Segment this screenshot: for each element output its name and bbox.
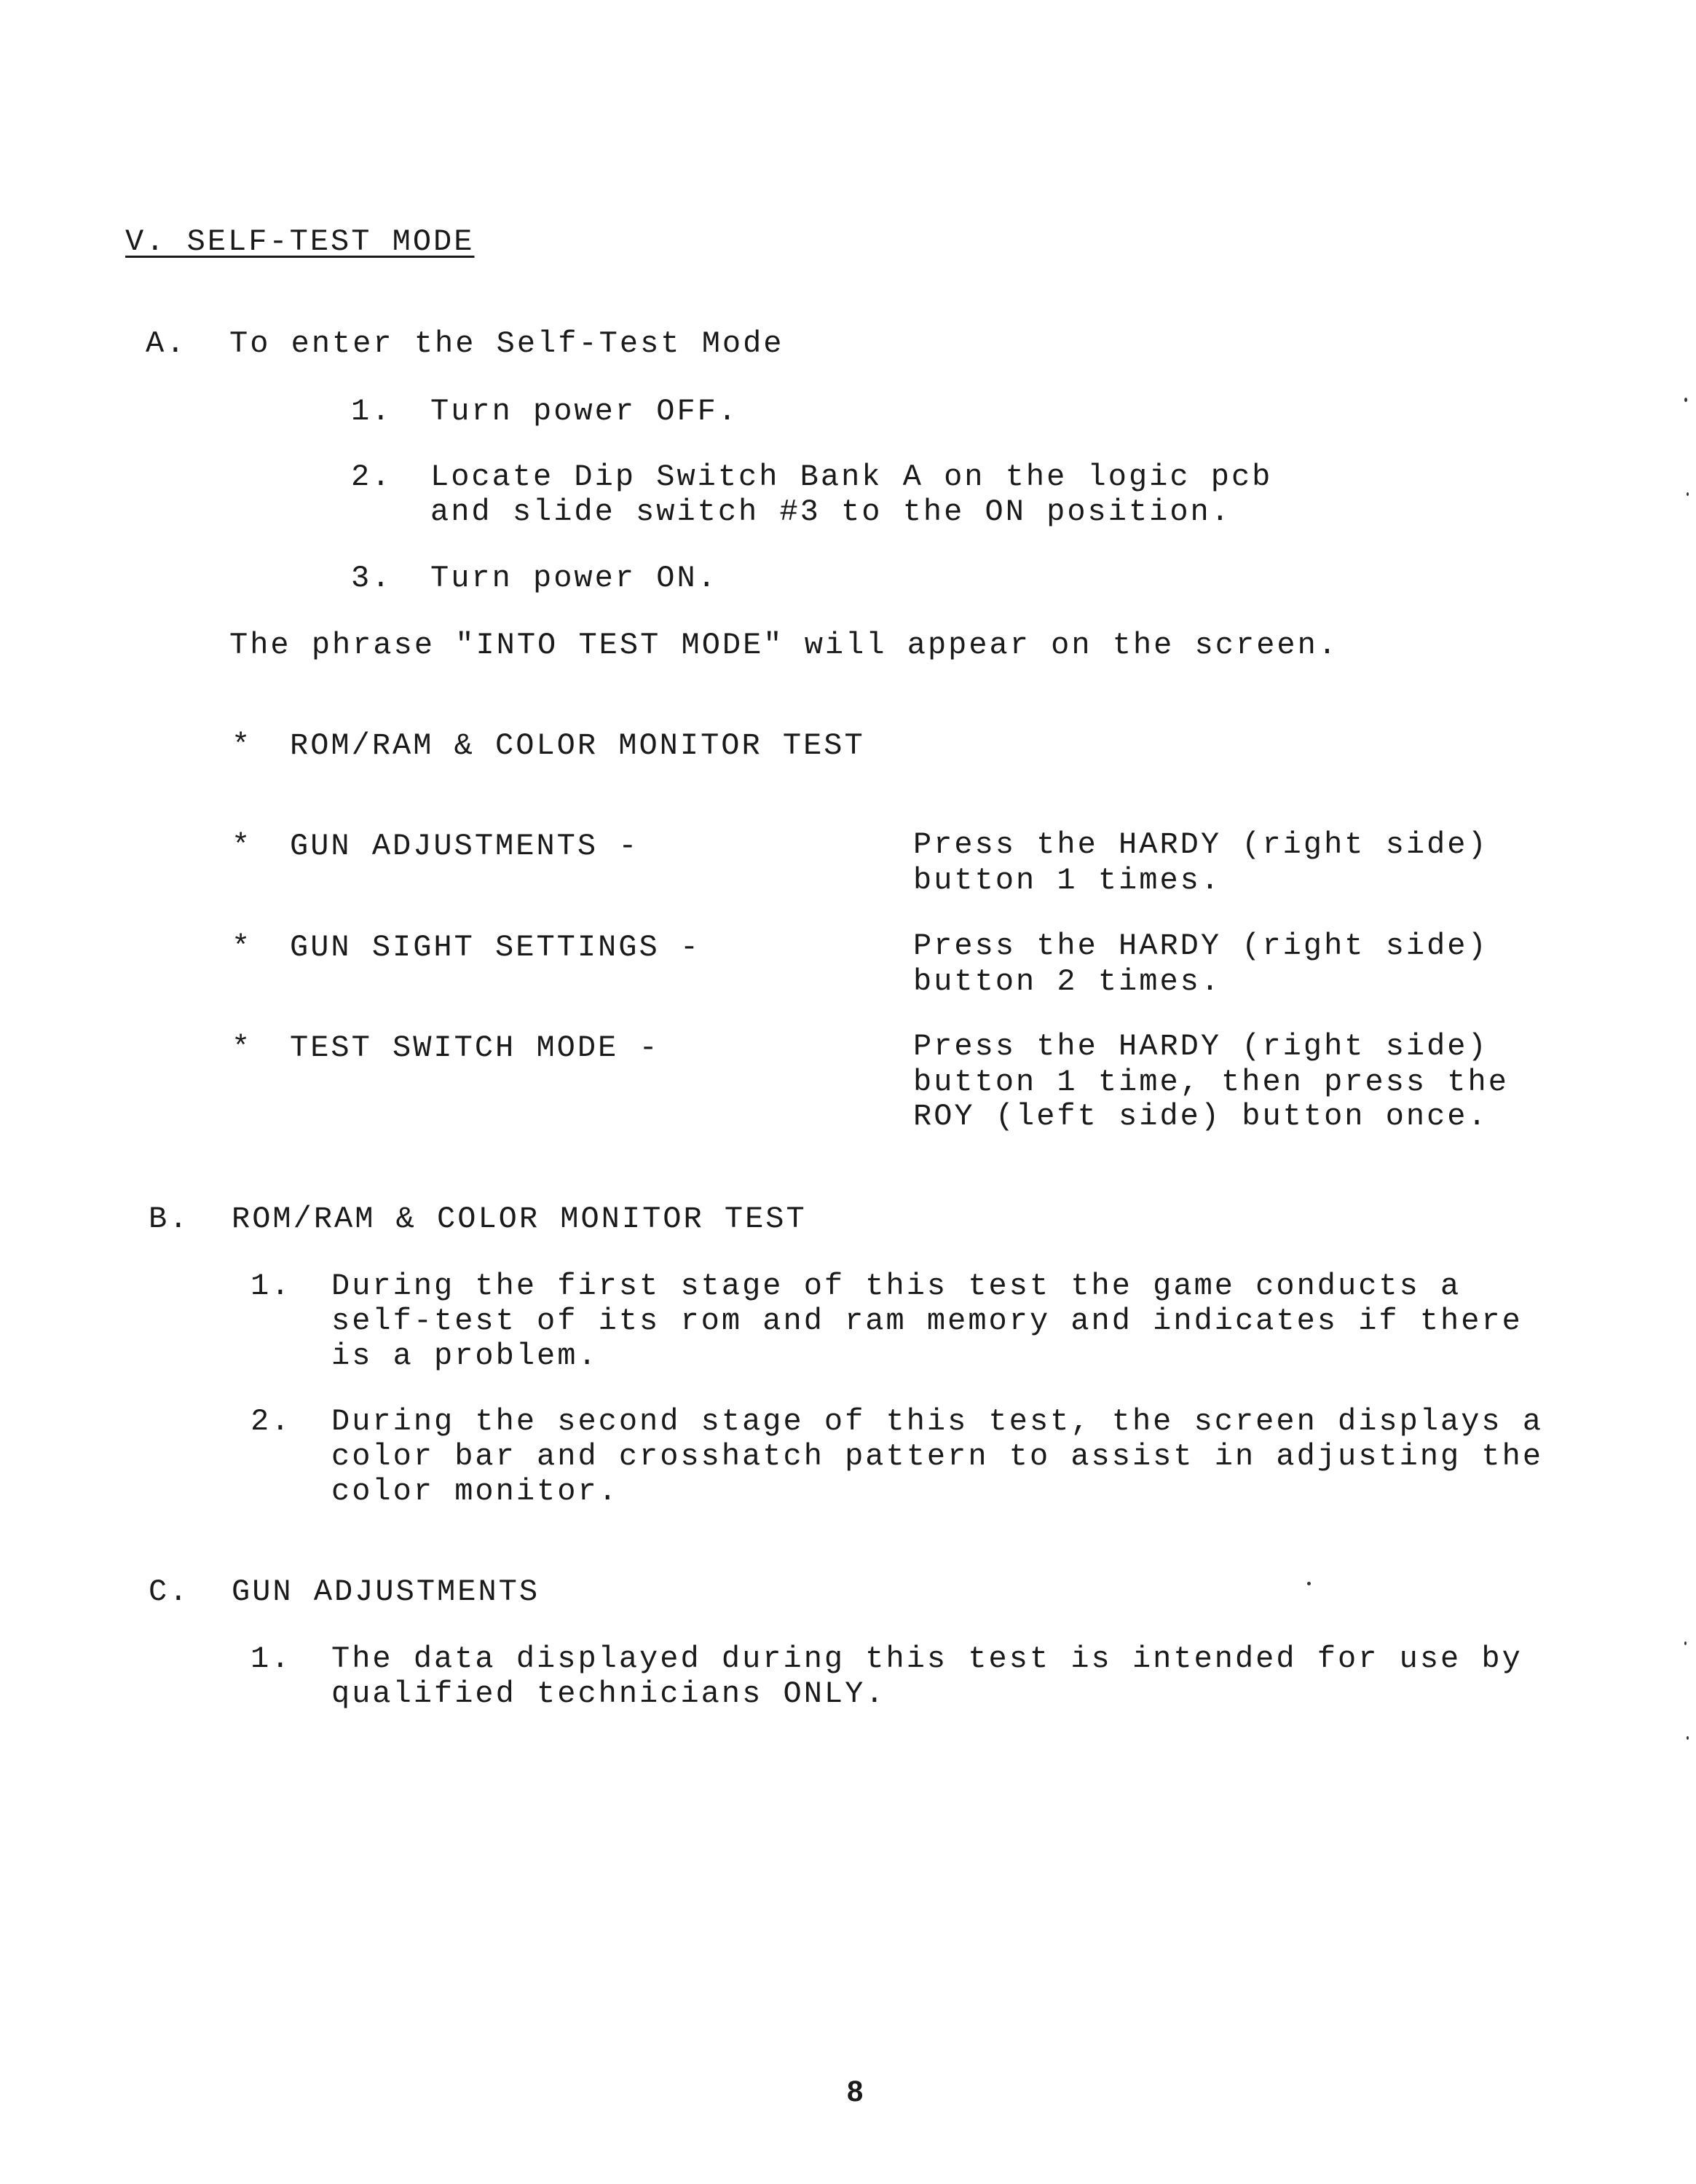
section-c-heading: GUN ADJUSTMENTS [232, 1574, 540, 1609]
page-number: 8 [847, 2075, 864, 2108]
step-b1-line-2: self-test of its rom and ram memory and indicates if there [331, 1304, 1523, 1339]
scan-speck [1684, 398, 1687, 402]
bullet-2-star: * [232, 829, 253, 864]
step-c1-line-1: The data displayed during this test is intended for use by [331, 1641, 1523, 1676]
scan-speck [1687, 492, 1689, 496]
bullet-1-star: * [232, 728, 253, 763]
scan-speck [1687, 1736, 1689, 1740]
step-c1-number: 1. [251, 1641, 292, 1676]
bullet-2-desc-2: button 1 times. [913, 863, 1222, 898]
bullet-4-star: * [232, 1030, 253, 1065]
step-b2-line-2: color bar and crosshatch pattern to assist in adjusting the [331, 1439, 1544, 1474]
step-a2-line-1: Locate Dip Switch Bank A on the logic pcb [430, 460, 1273, 494]
section-b-heading: ROM/RAM & COLOR MONITOR TEST [232, 1202, 807, 1237]
bullet-4-desc-2: button 1 time, then press the [913, 1065, 1509, 1100]
bullet-1-label: ROM/RAM & COLOR MONITOR TEST [290, 728, 865, 763]
bullet-3-label: GUN SIGHT SETTINGS - [290, 930, 701, 965]
section-a-marker: A. [146, 326, 187, 361]
section-title: V. SELF-TEST MODE [125, 224, 475, 259]
section-a-heading: To enter the Self-Test Mode [229, 326, 784, 361]
bullet-4-label: TEST SWITCH MODE - [290, 1030, 660, 1065]
step-a1-line-1: Turn power OFF. [430, 394, 739, 429]
step-a2-number: 2. [351, 460, 393, 494]
step-a1-number: 1. [351, 394, 393, 429]
step-b1-line-3: is a problem. [331, 1339, 599, 1373]
bullet-3-desc-2: button 2 times. [913, 964, 1222, 999]
section-b-marker: B. [149, 1202, 190, 1237]
scan-speck [1307, 1582, 1311, 1585]
bullet-2-label: GUN ADJUSTMENTS - [290, 829, 639, 864]
step-a3-line-1: Turn power ON. [430, 561, 718, 596]
step-b1-number: 1. [251, 1269, 292, 1304]
bullet-4-desc-3: ROY (left side) button once. [913, 1099, 1488, 1134]
bullet-3-desc-1: Press the HARDY (right side) [913, 929, 1488, 963]
scan-speck [1684, 1641, 1687, 1645]
step-a3-number: 3. [351, 561, 393, 596]
bullet-4-desc-1: Press the HARDY (right side) [913, 1029, 1488, 1064]
section-c-marker: C. [149, 1574, 190, 1609]
step-c1-line-2: qualified technicians ONLY. [331, 1676, 886, 1711]
phrase-note: The phrase "INTO TEST MODE" will appear on the screen. [229, 628, 1339, 663]
bullet-2-desc-1: Press the HARDY (right side) [913, 827, 1488, 862]
step-b2-line-1: During the second stage of this test, the screen displays a [331, 1404, 1544, 1439]
step-a2-line-2: and slide switch #3 to the ON position. [430, 494, 1231, 529]
step-b2-number: 2. [251, 1404, 292, 1439]
step-b1-line-1: During the first stage of this test the game conducts a [331, 1269, 1462, 1304]
bullet-3-star: * [232, 930, 253, 965]
step-b2-line-3: color monitor. [331, 1474, 619, 1509]
